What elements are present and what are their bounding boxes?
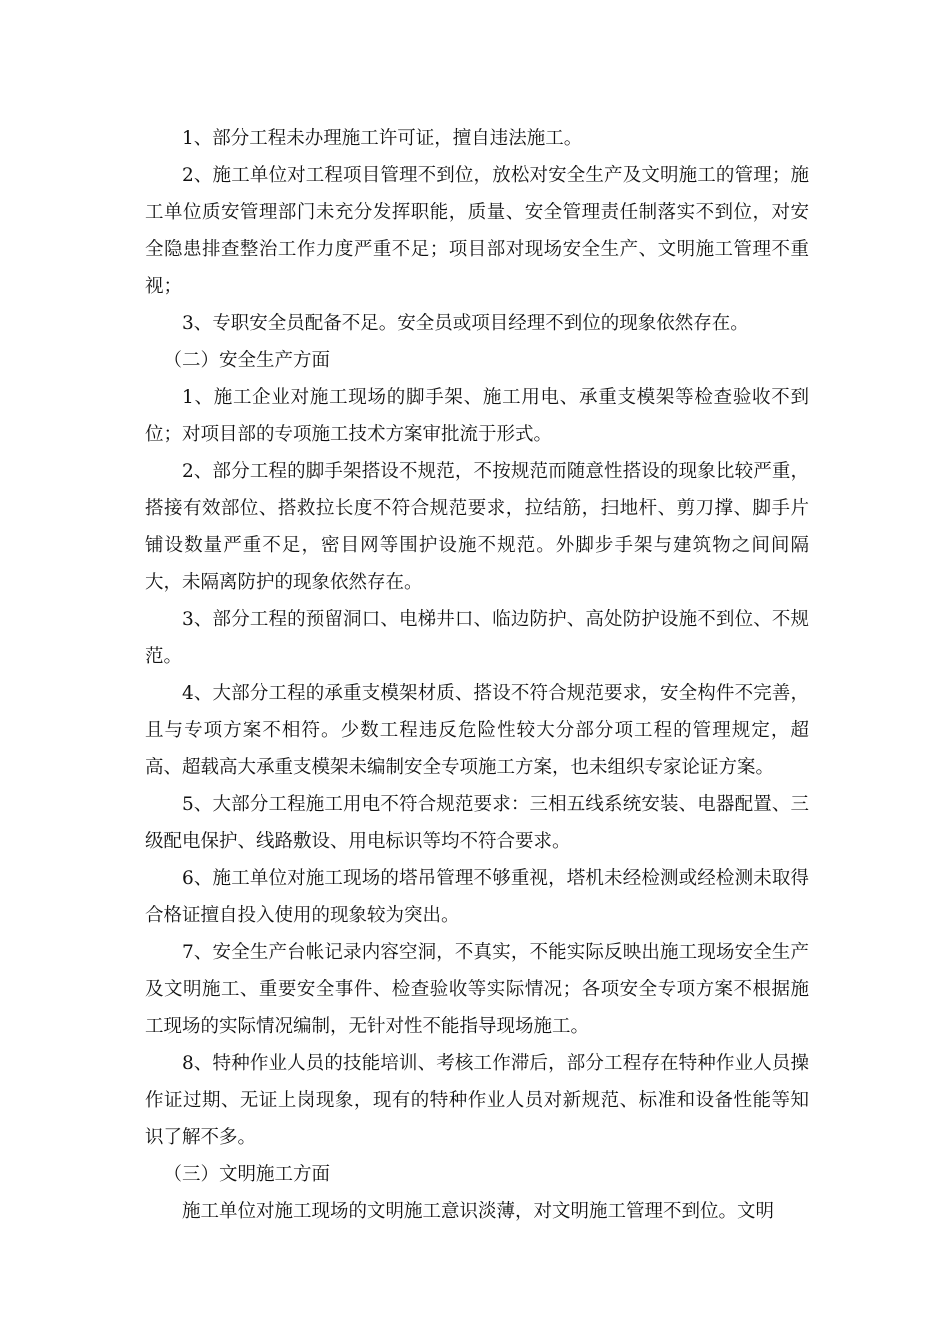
section-heading-safety-production: （二）安全生产方面 <box>163 350 331 371</box>
paragraph-9: 6、施工单位对施工现场的塔吊管理不够重视，塔机未经检测或经检测未取得合格证擅自投入使用的现象较为突出。 <box>145 868 809 926</box>
paragraph-5: 2、部分工程的脚手架搭设不规范，不按规范而随意性搭设的现象比较严重，搭接有效部位、搭救拉长度不符合规范要求，拉结筋，扫地杆、剪刀撑、脚手片铺设数量严重不足，密目网等围护设施不规范。外脚步手架与建筑物之间间隔大，未隔离防护的现象依然存在。 <box>145 461 809 593</box>
paragraph-4: 1、施工企业对施工现场的脚手架、施工用电、承重支模架等检查验收不到位；对项目部的专项施工技术方案审批流于形式。 <box>145 387 809 445</box>
paragraph-1: 1、部分工程未办理施工许可证，擅自违法施工。 <box>182 128 583 149</box>
paragraph-10: 7、安全生产台帐记录内容空洞，不真实，不能实际反映出施工现场安全生产及文明施工、重要安全事件、检查验收等实际情况；各项安全专项方案不根据施工现场的实际情况编制，无针对性不能指导现场施工。 <box>145 942 809 1037</box>
paragraph-3: 3、专职安全员配备不足。安全员或项目经理不到位的现象依然存在。 <box>182 313 749 334</box>
paragraph-12: 施工单位对施工现场的文明施工意识淡薄，对文明施工管理不到位。文明 <box>182 1201 775 1222</box>
section-heading-civilized-construction: （三）文明施工方面 <box>163 1164 331 1185</box>
paragraph-7: 4、大部分工程的承重支模架材质、搭设不符合规范要求，安全构件不完善，且与专项方案不相符。少数工程违反危险性较大分部分项工程的管理规定，超高、超载高大承重支模架未编制安全专项施工方案，也未组织专家论证方案。 <box>145 683 809 778</box>
paragraph-11: 8、特种作业人员的技能培训、考核工作滞后，部分工程存在特种作业人员操作证过期、无证上岗现象，现有的特种作业人员对新规范、标准和设备性能等知识了解不多。 <box>145 1053 809 1148</box>
paragraph-6: 3、部分工程的预留洞口、电梯井口、临边防护、高处防护设施不到位、不规范。 <box>145 609 809 667</box>
paragraph-2: 2、施工单位对工程项目管理不到位，放松对安全生产及文明施工的管理；施工单位质安管理部门未充分发挥职能，质量、安全管理责任制落实不到位，对安全隐患排查整治工作力度严重不足；项目部对现场安全生产、文明施工管理不重视； <box>145 165 809 297</box>
document-body <box>145 120 809 1230</box>
paragraph-8: 5、大部分工程施工用电不符合规范要求：三相五线系统安装、电器配置、三级配电保护、线路敷设、用电标识等均不符合要求。 <box>145 794 809 852</box>
